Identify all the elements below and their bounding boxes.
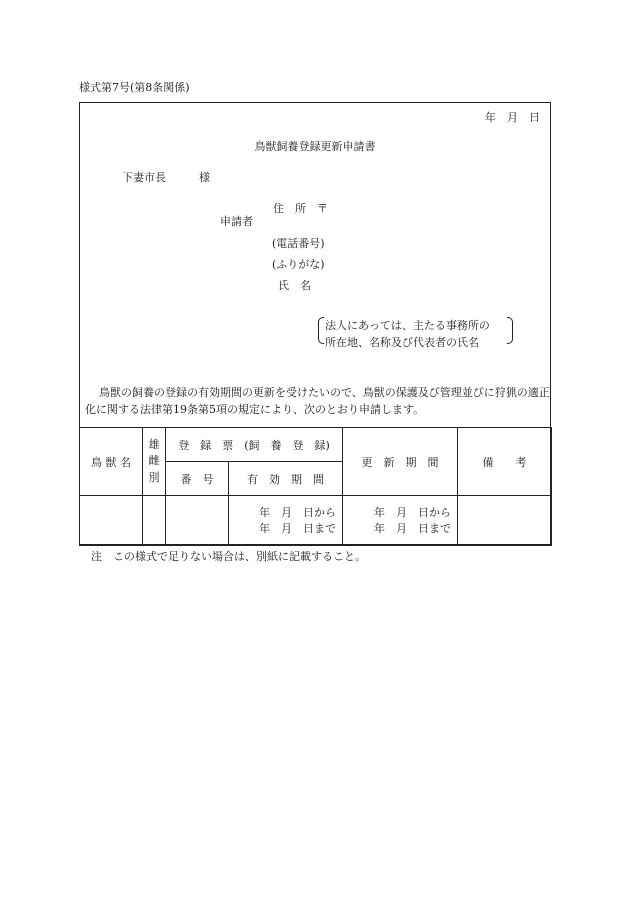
renewal-period-cell[interactable]	[343, 496, 458, 546]
sex-header	[143, 428, 166, 496]
validity-from: 年 月 日から	[259, 505, 336, 519]
sex-cell[interactable]	[143, 496, 166, 546]
footnote: 注 この様式で足りない場合は、別紙に記載すること。	[91, 550, 366, 563]
application-form-frame	[79, 102, 551, 545]
sex-char-distinction: 別	[148, 470, 160, 484]
renewal-from: 年 月 日から	[374, 505, 451, 519]
date-line: 年 月 日	[485, 111, 540, 124]
bird-name-header: 鳥 獣 名	[80, 428, 143, 496]
form-reference: 様式第7号(第8条関係)	[79, 81, 190, 94]
remarks-header: 備 考	[458, 428, 552, 496]
number-cell[interactable]	[166, 496, 229, 546]
left-brace	[318, 317, 324, 344]
sex-char-male: 雄	[148, 437, 160, 451]
right-brace	[507, 317, 513, 344]
registration-table	[79, 427, 552, 546]
registration-header: 登 録 票 (飼 養 登 録)	[166, 428, 343, 462]
number-header: 番 号	[166, 462, 229, 496]
corporation-note-line2: 所在地、名称及び代表者の氏名	[325, 336, 479, 349]
name-label: 氏 名	[278, 279, 311, 292]
document-title: 鳥獣飼養登録更新申請書	[254, 140, 376, 153]
validity-to: 年 月 日まで	[259, 521, 336, 535]
sex-char-female: 雌	[148, 454, 160, 468]
address-label: 住 所 〒	[273, 202, 328, 215]
validity-period-cell[interactable]	[229, 496, 343, 546]
validity-period-header: 有 効 期 間	[229, 462, 343, 496]
remarks-cell[interactable]	[458, 496, 552, 546]
applicant-label: 申請者	[220, 215, 253, 228]
bird-name-cell[interactable]	[80, 496, 143, 546]
corporation-note-line1: 法人にあっては、主たる事務所の	[325, 319, 490, 332]
addressee: 下妻市長 様	[122, 171, 210, 184]
furigana-label: (ふりがな)	[272, 258, 325, 271]
renewal-to: 年 月 日まで	[374, 521, 451, 535]
application-statement: 鳥獣の飼養の登録の有効期間の更新を受けたいので、鳥獣の保護及び管理並びに狩猟の適正化に関する法律第19条第5項の規定により、次のとおり申請します。	[85, 386, 550, 416]
phone-label: (電話番号)	[272, 237, 325, 250]
renewal-period-header: 更 新 期 間	[343, 428, 458, 496]
